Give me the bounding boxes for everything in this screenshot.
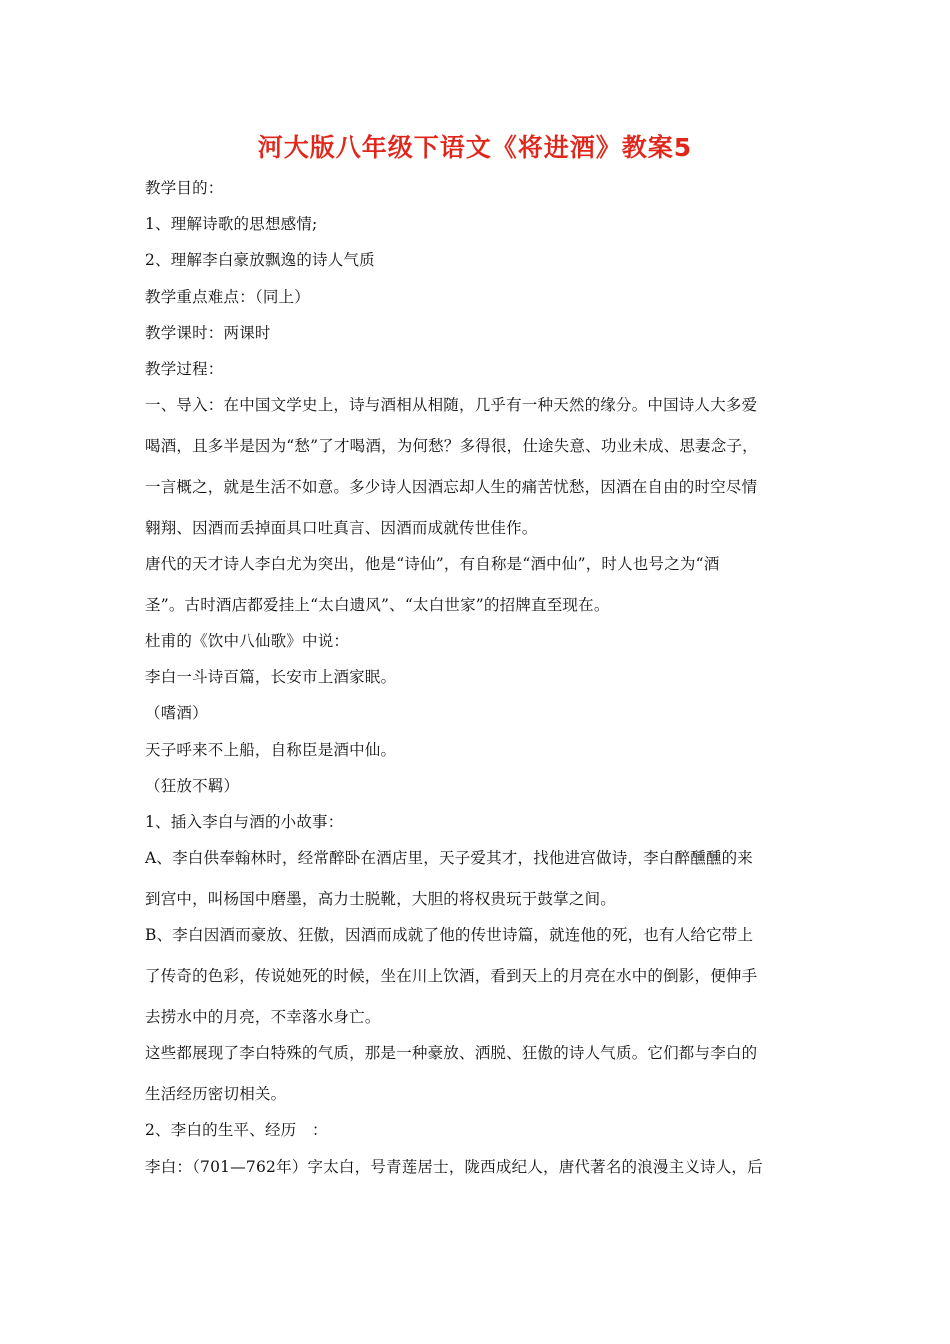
text-line: 了传奇的色彩，传说她死的时候，坐在川上饮酒，看到天上的月亮在水中的倒影，便伸手 — [145, 967, 758, 985]
text-line: （嗜酒） — [145, 704, 208, 722]
text-line: 1、理解诗歌的思想感情; — [145, 215, 318, 233]
text-line: 教学目的： — [145, 179, 224, 197]
text-line: 喝酒，且多半是因为“愁”了才喝酒，为何愁？多得很，仕途失意、功业未成、思妻念子， — [145, 437, 758, 455]
text-line: 去捞水中的月亮，不幸落水身亡。 — [145, 1008, 381, 1026]
text-line: 教学课时：两课时 — [145, 324, 271, 342]
text-line: 生活经历密切相关。 — [145, 1085, 287, 1103]
text-line: （狂放不羁） — [145, 777, 240, 795]
text-line: A、李白供奉翰林时，经常醉卧在酒店里，天子爱其才，找他进宫做诗，李白醉醺醺的来 — [145, 849, 753, 867]
text-line: 一言概之，就是生活不如意。多少诗人因酒忘却人生的痛苦忧愁，因酒在自由的时空尽情 — [145, 478, 758, 496]
text-line: 到宫中，叫杨国中磨墨，高力士脱靴，大胆的将权贵玩于鼓掌之间。 — [145, 890, 617, 908]
text-line: 1、插入李白与酒的小故事： — [145, 813, 344, 831]
text-line: 圣”。古时酒店都爱挂上“太白遗风”、“太白世家”的招牌直至现在。 — [145, 596, 610, 614]
text-line: 李白：（701—762年）字太白，号青莲居士，陇西成纪人，唐代著名的浪漫主义诗人，后 — [145, 1158, 763, 1176]
document-title: 河大版八年级下语文《将进酒》教案5 — [257, 133, 693, 162]
text-line: 这些都展现了李白特殊的气质，那是一种豪放、洒脱、狂傲的诗人气质。它们都与李白的 — [145, 1044, 758, 1062]
text-line: 翱翔、因酒而丢掉面具口吐真言、因酒而成就传世佳作。 — [145, 519, 538, 537]
text-line: B、李白因酒而豪放、狂傲，因酒而成就了他的传世诗篇，就连他的死，也有人给它带上 — [145, 926, 754, 944]
text-line: 唐代的天才诗人李白尤为突出，他是“诗仙”，有自称是“酒中仙”，时人也号之为“酒 — [145, 555, 720, 573]
text-line: 2、李白的生平、经历 ： — [145, 1121, 328, 1139]
text-line: 教学过程： — [145, 360, 224, 378]
text-line: 李白一斗诗百篇，长安市上酒家眠。 — [145, 668, 397, 686]
text-line: 杜甫的《饮中八仙歌》中说： — [145, 632, 350, 650]
text-line: 一、导入：在中国文学史上，诗与酒相从相随，几乎有一种天然的缘分。中国诗人大多爱 — [145, 396, 758, 414]
text-line: 天子呼来不上船，自称臣是酒中仙。 — [145, 741, 397, 759]
text-line: 教学重点难点：（同上） — [145, 288, 310, 306]
text-line: 2、理解李白豪放飘逸的诗人气质 — [145, 251, 375, 269]
